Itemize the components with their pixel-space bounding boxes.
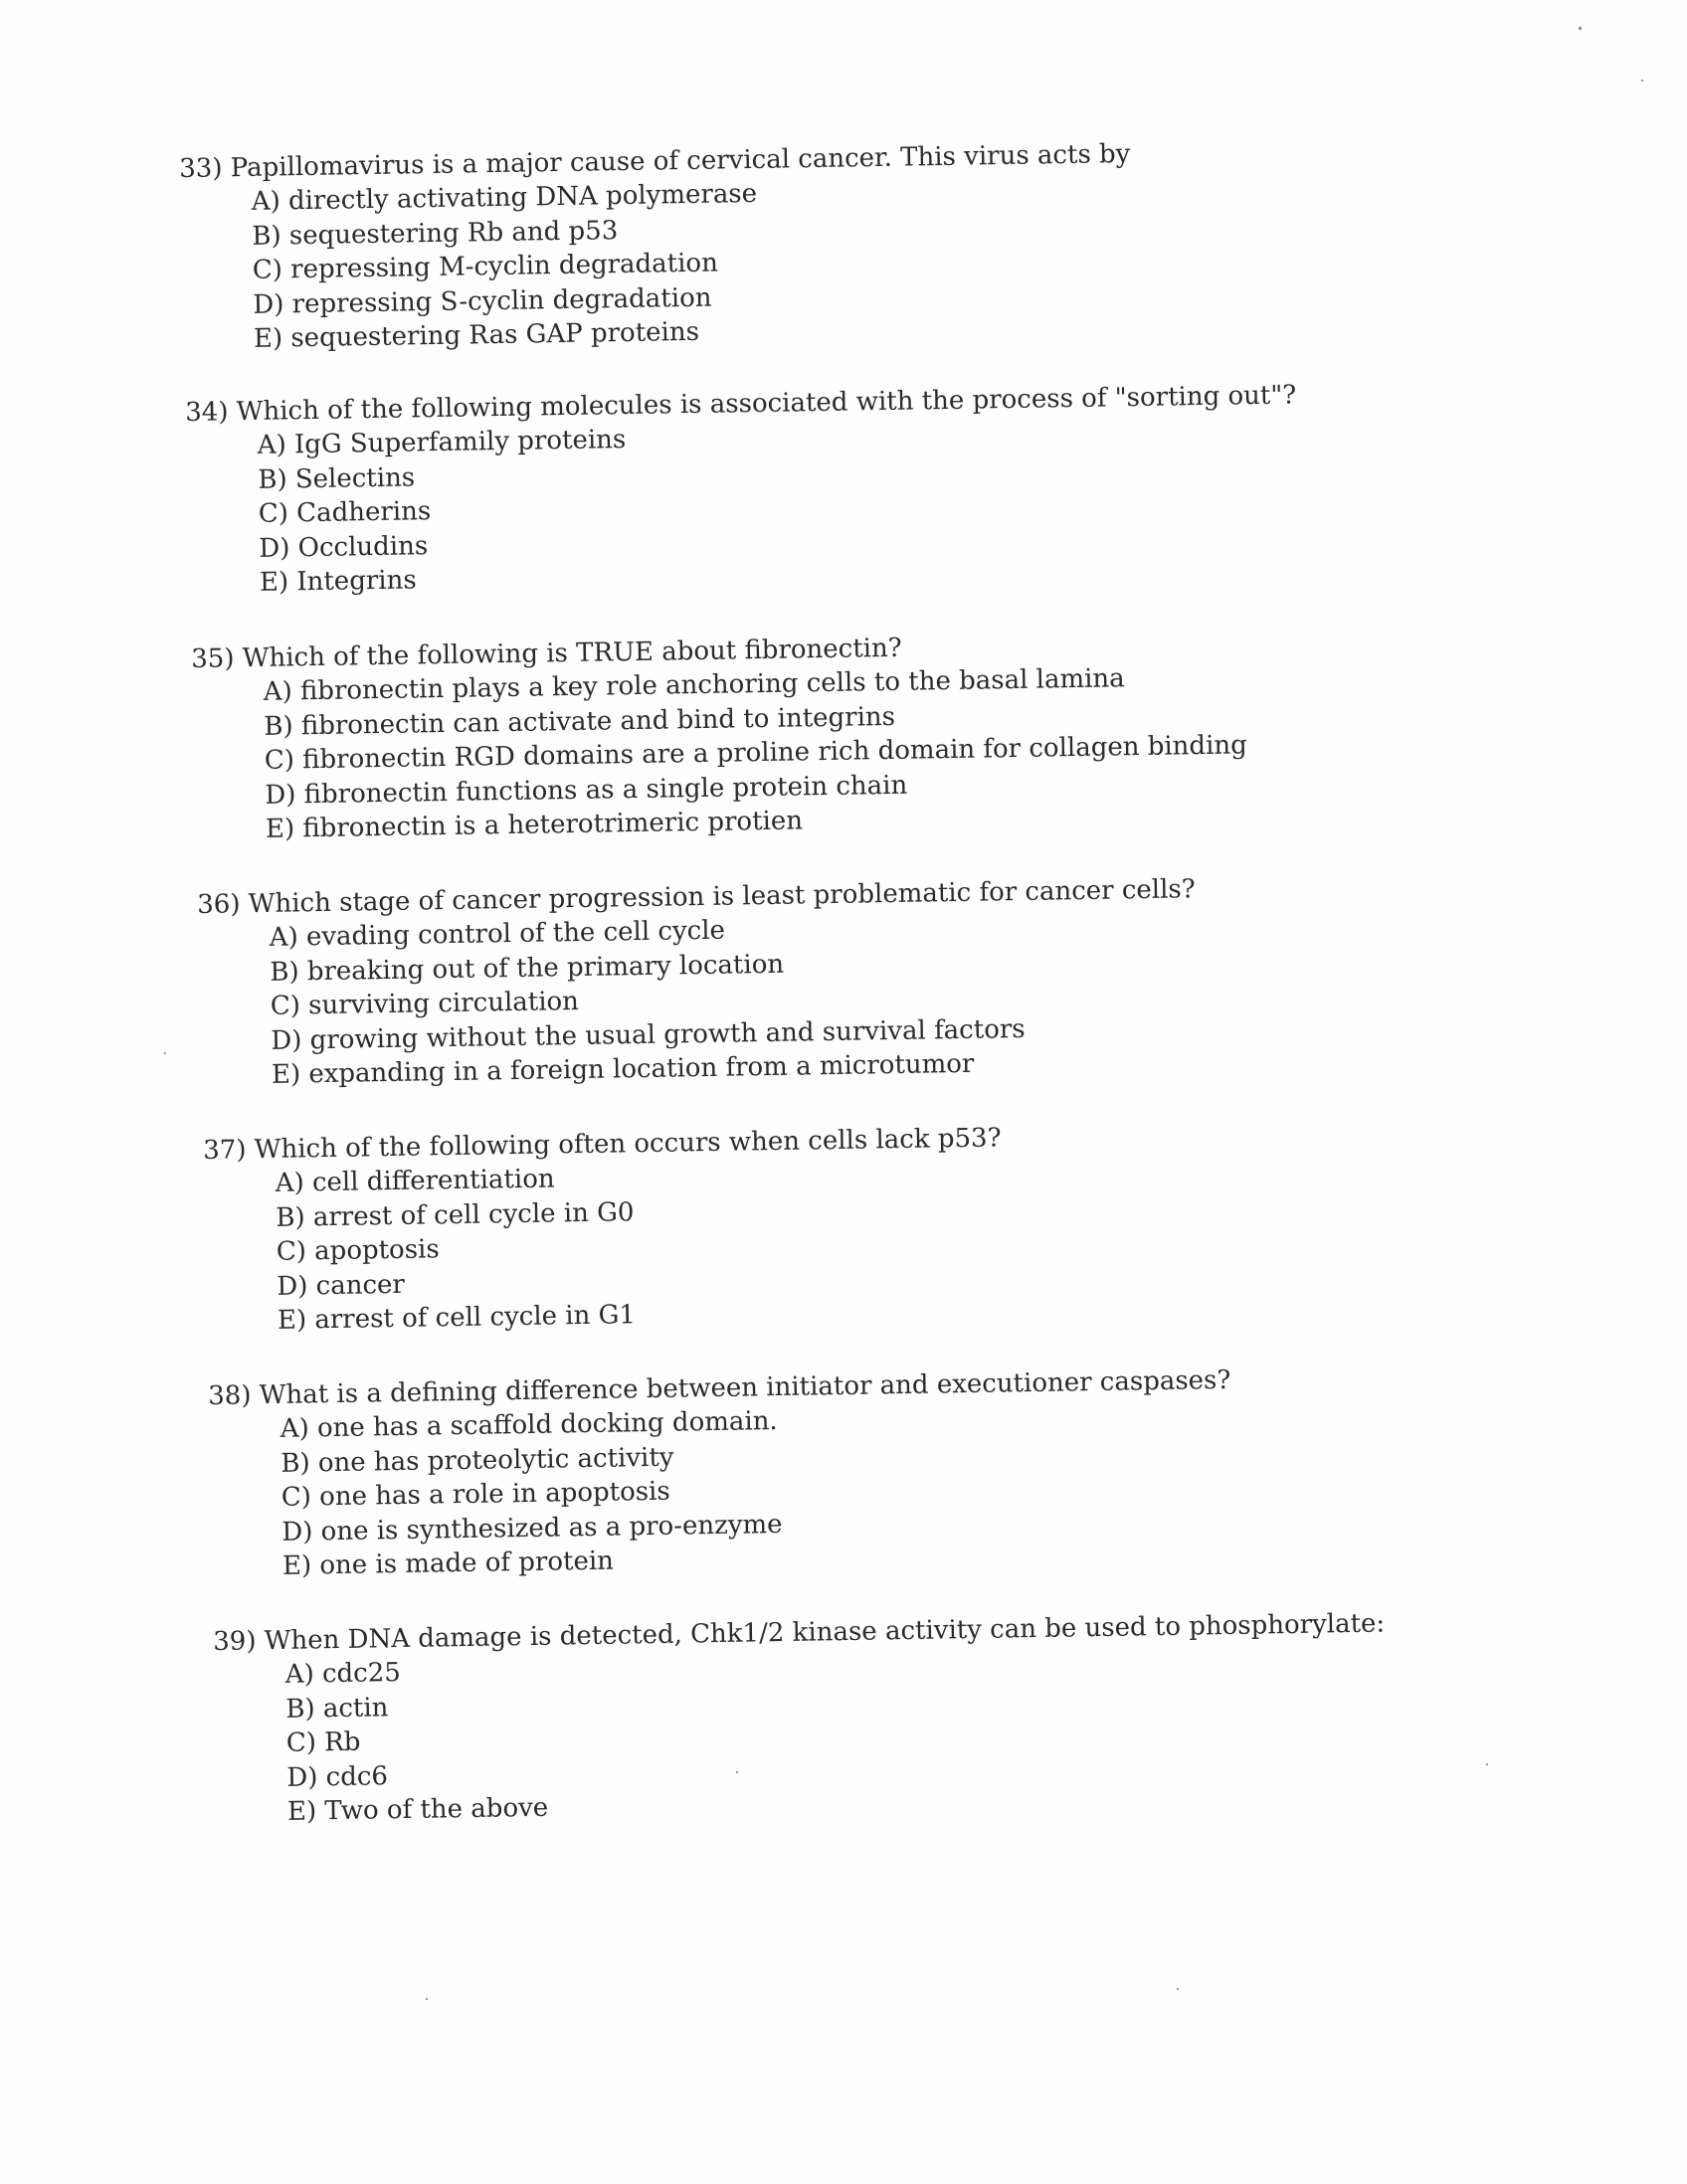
choice-d: D) fibronectin functions as a single protein chain bbox=[265, 770, 908, 811]
question-38 bbox=[208, 1360, 1504, 1585]
choice-b: B) one has proteolytic activity bbox=[281, 1442, 674, 1479]
question-stem: 33) Papillomavirus is a major cause of cervical cancer. This virus acts by bbox=[179, 138, 1131, 184]
question-stem: 38) What is a defining difference between initiator and executioner caspases? bbox=[208, 1365, 1231, 1411]
choice-b: B) Selectins bbox=[258, 461, 416, 495]
choice-b: B) breaking out of the primary location bbox=[270, 949, 785, 988]
question-stem: 34) Which of the following molecules is associated with the process of "sorting out"? bbox=[185, 380, 1297, 428]
choice-a: A) IgG Superfamily proteins bbox=[257, 425, 627, 460]
question-stem: 39) When DNA damage is detected, Chk1/2 kinase activity can be used to phosphorylate: bbox=[213, 1608, 1386, 1657]
choice-d: D) growing without the usual growth and survival factors bbox=[271, 1013, 1026, 1056]
choice-d: D) repressing S-cyclin degradation bbox=[253, 282, 712, 320]
choice-c: C) one has a role in apoptosis bbox=[281, 1476, 670, 1513]
scan-speck bbox=[1641, 80, 1643, 82]
question-39 bbox=[213, 1605, 1509, 1831]
answer-choices bbox=[209, 1393, 1505, 1585]
question-35 bbox=[191, 623, 1487, 848]
question-stem: 36) Which stage of cancer progression is least problematic for cancer cells? bbox=[197, 874, 1196, 920]
choice-c: C) fibronectin RGD domains are a proline rich domain for collagen binding bbox=[264, 730, 1248, 776]
choice-a: A) directly activating DNA polymerase bbox=[251, 178, 758, 217]
choice-e: E) Two of the above bbox=[286, 1792, 549, 1827]
choice-e: E) sequestering Ras GAP proteins bbox=[253, 316, 700, 354]
choice-c: C) Rb bbox=[285, 1727, 361, 1758]
choice-e: E) Integrins bbox=[259, 565, 417, 598]
choice-a: A) fibronectin plays a key role anchoring cells to the basal lamina bbox=[263, 663, 1125, 707]
answer-choices bbox=[192, 656, 1488, 848]
choice-c: C) surviving circulation bbox=[270, 986, 580, 1021]
choice-d: D) one is synthesized as a pro-enzyme bbox=[281, 1509, 783, 1547]
scan-speck bbox=[1579, 27, 1582, 30]
answer-choices bbox=[186, 410, 1482, 602]
choice-e: E) one is made of protein bbox=[281, 1546, 615, 1581]
question-stem: 37) Which of the following often occurs when cells lack p53? bbox=[203, 1123, 1002, 1166]
choice-e: E) fibronectin is a heterotrimeric protien bbox=[265, 806, 804, 844]
choice-c: C) Cadherins bbox=[258, 496, 432, 529]
choice-e: E) arrest of cell cycle in G1 bbox=[277, 1300, 637, 1336]
choice-b: B) sequestering Rb and p53 bbox=[252, 215, 619, 252]
question-34 bbox=[185, 376, 1481, 602]
question-stem: 35) Which of the following is TRUE about fibronectin? bbox=[191, 633, 902, 674]
answer-choices bbox=[198, 902, 1494, 1094]
scan-speck bbox=[164, 1052, 166, 1054]
choice-b: B) fibronectin can activate and bind to integrins bbox=[264, 701, 896, 742]
choice-e: E) expanding in a foreign location from a microtumor bbox=[271, 1048, 975, 1090]
choice-d: D) cdc6 bbox=[286, 1760, 389, 1793]
choice-a: A) cdc25 bbox=[284, 1658, 402, 1690]
scan-speck bbox=[1177, 1988, 1179, 1990]
answer-choices bbox=[214, 1639, 1510, 1831]
choice-b: B) arrest of cell cycle in G0 bbox=[276, 1196, 635, 1233]
question-33 bbox=[179, 132, 1475, 358]
choice-d: D) cancer bbox=[277, 1269, 406, 1302]
question-37 bbox=[203, 1114, 1499, 1340]
choice-a: A) one has a scaffold docking domain. bbox=[280, 1406, 778, 1444]
choice-c: C) repressing M-cyclin degradation bbox=[252, 248, 719, 285]
choice-d: D) Occludins bbox=[259, 530, 429, 564]
choice-a: A) evading control of the cell cycle bbox=[269, 915, 726, 953]
choice-b: B) actin bbox=[285, 1692, 389, 1725]
answer-choices bbox=[180, 166, 1476, 358]
answer-choices bbox=[204, 1148, 1500, 1340]
choice-c: C) apoptosis bbox=[276, 1234, 440, 1267]
question-36 bbox=[197, 868, 1493, 1094]
choice-a: A) cell differentiation bbox=[275, 1164, 555, 1198]
scan-speck bbox=[426, 1998, 428, 2000]
